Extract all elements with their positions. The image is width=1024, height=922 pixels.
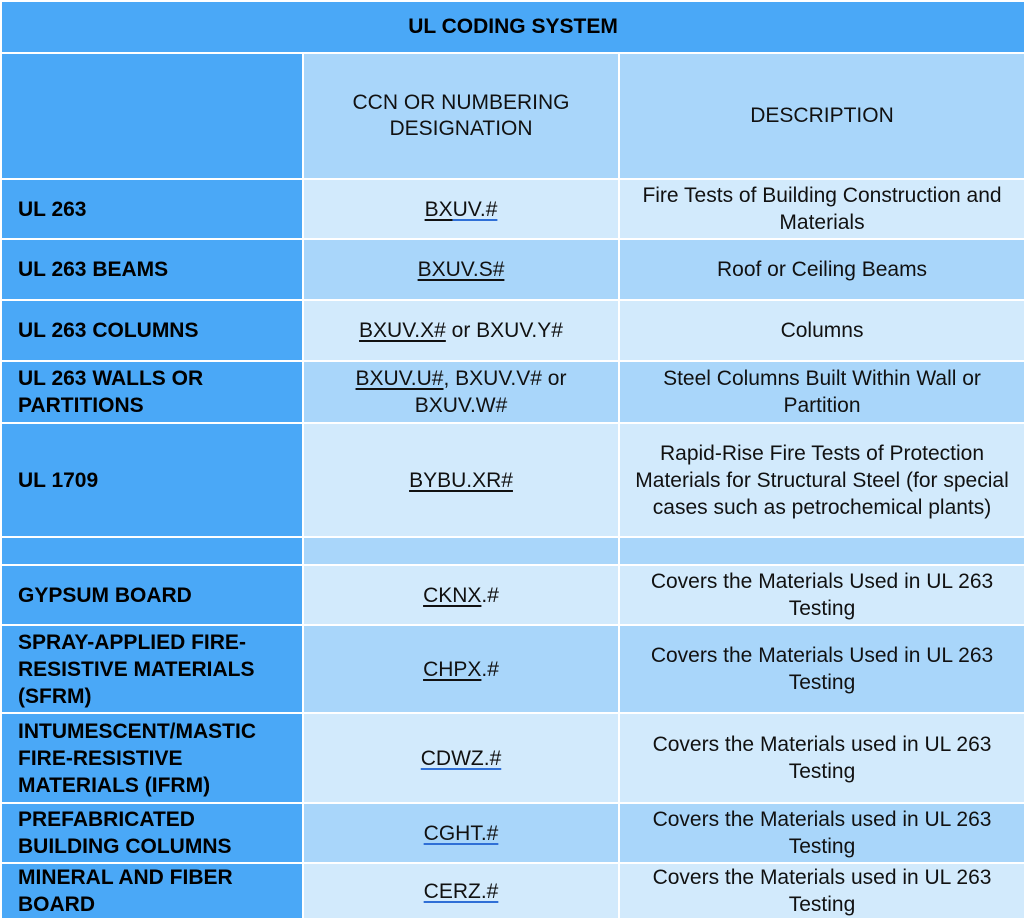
standard-name: PREFABRICATED BUILDING COLUMNS <box>1 803 303 863</box>
header-code <box>303 53 619 179</box>
table-row <box>1 423 1024 537</box>
standard-name: UL 263 BEAMS <box>1 239 303 300</box>
ccn-code <box>303 625 619 713</box>
description: Covers the Materials Used in UL 263 Testing <box>619 565 1024 625</box>
table-row <box>1 625 1024 713</box>
ccn-code-part-a[interactable]: CKNX <box>423 583 482 607</box>
standard-name: UL 263 WALLS OR PARTITIONS <box>1 361 303 423</box>
ccn-code <box>303 300 619 361</box>
ccn-code-part-b: .# <box>481 583 499 607</box>
title-row <box>1 1 1024 53</box>
ccn-code-part-a[interactable]: BXUV.S# <box>417 258 505 281</box>
ccn-code-part-b: , BXUV.V# or BXUV.W# <box>414 367 567 417</box>
ccn-code-part-b[interactable]: UV.# <box>452 197 498 221</box>
header-description: DESCRIPTION <box>619 53 1024 179</box>
header-blank-cell <box>1 53 303 179</box>
description <box>619 537 1024 565</box>
description: Roof or Ceiling Beams <box>619 239 1024 300</box>
standard-name <box>1 537 303 565</box>
ccn-code <box>303 179 619 239</box>
header-row <box>1 53 1024 179</box>
description: Columns <box>619 300 1024 361</box>
ccn-code-part-a[interactable]: BX <box>424 197 453 221</box>
standard-name: MINERAL AND FIBER BOARD <box>1 863 303 919</box>
ccn-code <box>303 565 619 625</box>
ccn-code-part-a[interactable]: CERZ.# <box>423 879 499 903</box>
ccn-code <box>303 537 619 565</box>
ccn-code-part-b: or BXUV.Y# <box>445 319 563 342</box>
ccn-code-part-a[interactable]: CDWZ.# <box>420 746 502 770</box>
standard-name: UL 263 COLUMNS <box>1 300 303 361</box>
ccn-code-part-a[interactable]: CGHT.# <box>423 821 499 845</box>
ccn-code <box>303 423 619 537</box>
ccn-code-part-a[interactable]: BYBU.XR# <box>409 468 513 492</box>
table-title: UL CODING SYSTEM <box>1 1 1024 53</box>
standard-name: GYPSUM BOARD <box>1 565 303 625</box>
ccn-code <box>303 239 619 300</box>
ccn-code <box>303 713 619 803</box>
header-code-text: CCN OR NUMBERING DESIGNATION <box>352 91 570 140</box>
table-row <box>1 565 1024 625</box>
table-row <box>1 803 1024 863</box>
description: Rapid-Rise Fire Tests of Protection Materials for Structural Steel (for special cases such as petrochemical plants) <box>619 423 1024 537</box>
ccn-code-part-a[interactable]: CHPX <box>423 657 482 681</box>
ccn-code <box>303 863 619 919</box>
ccn-code <box>303 803 619 863</box>
standard-name: SPRAY-APPLIED FIRE-RESISTIVE MATERIALS (SFRM) <box>1 625 303 713</box>
table-row <box>1 179 1024 239</box>
standard-name: UL 263 <box>1 179 303 239</box>
description: Fire Tests of Building Construction and Materials <box>619 179 1024 239</box>
ccn-code-part-a[interactable]: BXUV.X# <box>359 319 446 342</box>
description: Covers the Materials Used in UL 263 Testing <box>619 625 1024 713</box>
standard-name: INTUMESCENT/MASTIC FIRE-RESISTIVE MATERIALS (IFRM) <box>1 713 303 803</box>
ccn-code <box>303 361 619 423</box>
description: Steel Columns Built Within Wall or Partition <box>619 361 1024 423</box>
table-row <box>1 239 1024 300</box>
table-row <box>1 300 1024 361</box>
table-row <box>1 863 1024 919</box>
description: Covers the Materials used in UL 263 Testing <box>619 803 1024 863</box>
ccn-code-part-a[interactable]: BXUV.U# <box>355 367 444 390</box>
table-row <box>1 361 1024 423</box>
description: Covers the Materials used in UL 263 Testing <box>619 863 1024 919</box>
description: Covers the Materials used in UL 263 Testing <box>619 713 1024 803</box>
standard-name: UL 1709 <box>1 423 303 537</box>
ccn-code-part-b: .# <box>481 657 499 681</box>
table-row <box>1 713 1024 803</box>
spacer-row <box>1 537 1024 565</box>
